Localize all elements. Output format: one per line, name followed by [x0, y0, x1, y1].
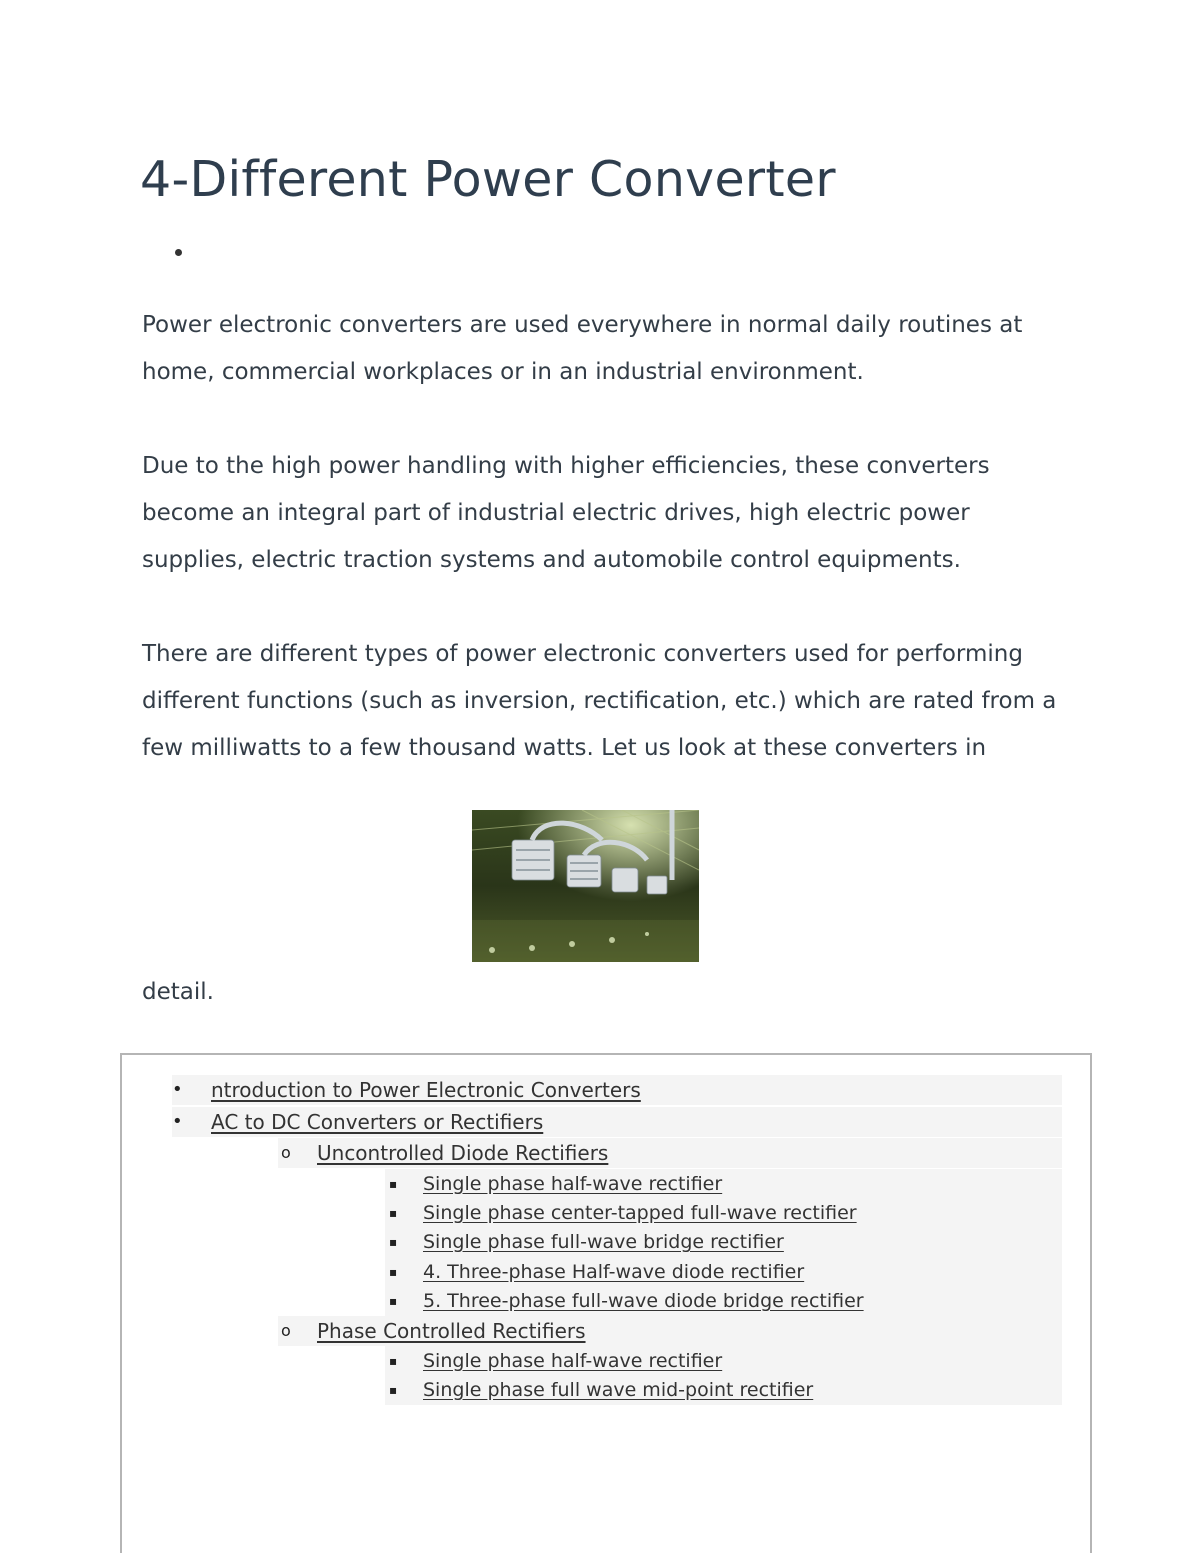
- toc-item: [385, 1169, 1062, 1199]
- page-title: 4-Different Power Converter: [140, 151, 836, 208]
- toc-item-ac-dc: [172, 1107, 1062, 1137]
- toc-bullet: •: [172, 1111, 183, 1132]
- toc-bullet: o: [281, 1143, 291, 1162]
- toc-link-ac-dc[interactable]: AC to DC Converters or Rectifiers: [211, 1110, 544, 1134]
- toc-item-uncontrolled: [278, 1138, 1062, 1168]
- toc-item-phase-controlled: [278, 1316, 1062, 1346]
- toc-item: [385, 1198, 1062, 1228]
- toc-link[interactable]: Single phase center-tapped full-wave rectifier: [423, 1202, 857, 1224]
- toc-link[interactable]: Single phase half-wave rectifier: [423, 1173, 723, 1195]
- toc-bullet: ▪: [389, 1206, 398, 1220]
- toc-bullet: ▪: [389, 1294, 398, 1308]
- toc-link-introduction[interactable]: ntroduction to Power Electronic Converters: [211, 1078, 641, 1102]
- toc-link[interactable]: Single phase half-wave rectifier: [423, 1350, 723, 1372]
- efficiency-paragraph: Due to the high power handling with higher efficiencies, these converters become an integral part of industrial electric drives, high electric power supplies, electric traction systems and automobile control equipments.: [142, 453, 990, 573]
- toc-link[interactable]: 5. Three-phase full-wave diode bridge rectifier: [423, 1290, 864, 1312]
- toc-item: [385, 1286, 1062, 1316]
- toc-link[interactable]: Single phase full-wave bridge rectifier: [423, 1231, 784, 1253]
- toc-bullet: •: [172, 1079, 183, 1100]
- power-converter-image: [472, 810, 699, 962]
- toc-bullet: ▪: [389, 1235, 398, 1249]
- toc-bullet: o: [281, 1321, 291, 1340]
- toc-bullet: ▪: [389, 1265, 398, 1279]
- types-paragraph: There are different types of power electronic converters used for performing different functions (such as inversion, rectification, etc.) which are rated from a few milliwatts to a few thousand watts. Let us look at these converters in: [142, 641, 1057, 761]
- list-bullet: [175, 249, 182, 256]
- toc-item: [385, 1227, 1062, 1257]
- toc-item: [385, 1346, 1062, 1376]
- toc-item: [385, 1375, 1062, 1405]
- toc-link[interactable]: Single phase full wave mid-point rectifier: [423, 1379, 814, 1401]
- toc-item: [385, 1257, 1062, 1287]
- detail-paragraph: detail.: [142, 979, 214, 1005]
- toc-link[interactable]: 4. Three-phase Half-wave diode rectifier: [423, 1261, 805, 1283]
- toc-bullet: ▪: [389, 1383, 398, 1397]
- toc-bullet: ▪: [389, 1354, 398, 1368]
- toc-bullet: ▪: [389, 1177, 398, 1191]
- toc-item-introduction: [172, 1075, 1062, 1105]
- toc-link-uncontrolled[interactable]: Uncontrolled Diode Rectifiers: [317, 1141, 609, 1165]
- intro-paragraph: Power electronic converters are used everywhere in normal daily routines at home, commercial workplaces or in an industrial environment.: [142, 312, 1023, 385]
- toc-link-phase-controlled[interactable]: Phase Controlled Rectifiers: [317, 1319, 586, 1343]
